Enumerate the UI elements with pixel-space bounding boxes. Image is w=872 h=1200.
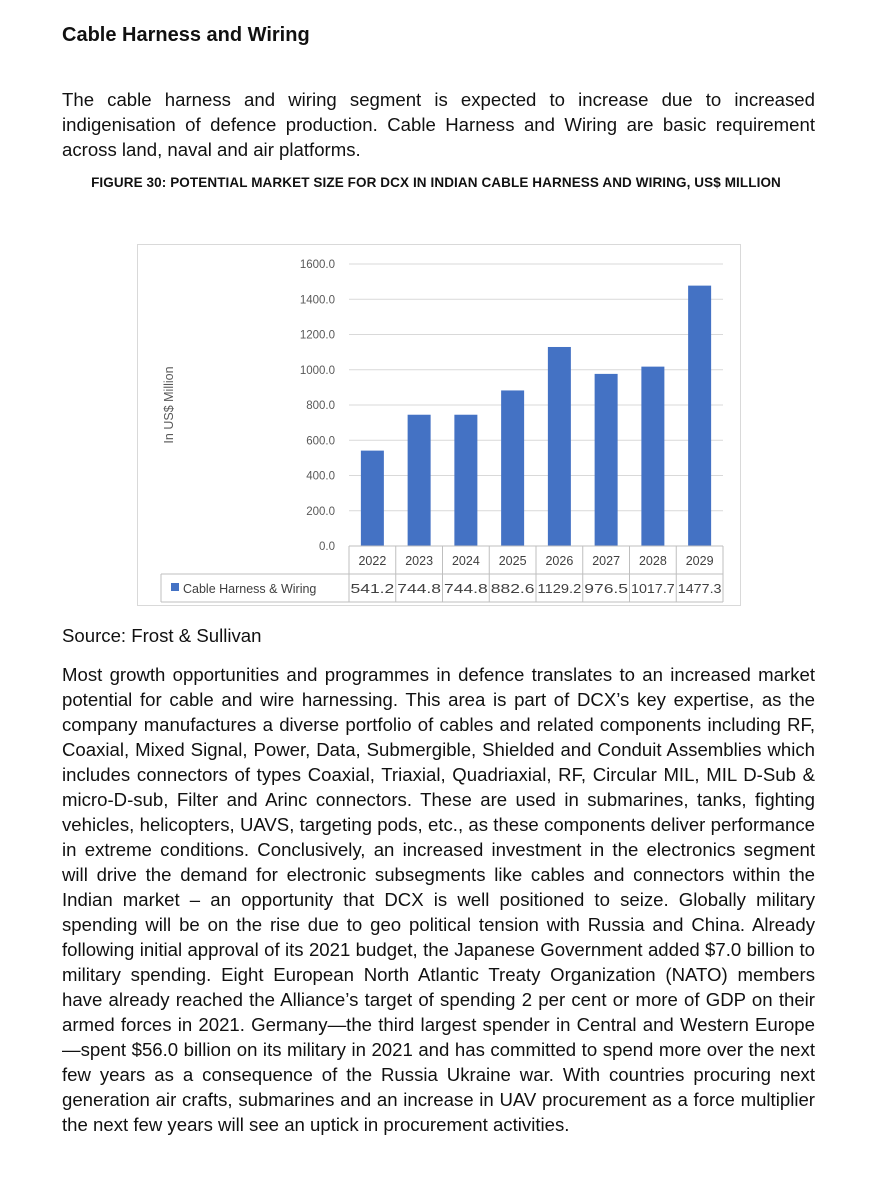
source-note: Source: Frost & Sullivan [62, 625, 262, 646]
y-tick-label: 1400.0 [299, 294, 335, 307]
data-label: 1129.2 [537, 582, 582, 596]
intro-paragraph: The cable harness and wiring segment is expected to increase due to increased indigenisation of defence production. Cable Harness and Wiring are basic requirement across land, naval and air platforms. [62, 89, 815, 160]
x-tick-label: 2028 [638, 554, 667, 568]
y-tick-label: 1200.0 [299, 329, 335, 342]
bar-2029 [688, 286, 711, 546]
data-label: 744.8 [397, 582, 442, 596]
bar-2024 [454, 415, 477, 546]
y-tick-label: 400.0 [306, 470, 335, 483]
bar-2028 [641, 367, 664, 546]
x-tick-label: 2027 [592, 554, 621, 568]
y-tick-label: 1000.0 [299, 364, 335, 377]
section-heading: Cable Harness and Wiring [62, 24, 310, 46]
data-label: 1017.7 [631, 582, 675, 596]
y-tick-label: 1600.0 [299, 259, 335, 271]
data-label: 541.2 [350, 582, 395, 596]
x-tick-label: 2022 [358, 554, 387, 568]
x-tick-label: 2026 [545, 554, 574, 568]
market-size-bar-chart [137, 244, 741, 606]
legend-series-name: Cable Harness & Wiring [183, 582, 317, 596]
data-label: 1477.3 [677, 582, 722, 596]
bar-2026 [548, 347, 571, 546]
body-paragraph: Most growth opportunities and programmes in defence translates to an increased market potential for cable and wire harnessing. This area is part of DCX’s key expertise, as the company manufactures a diverse portfolio of cables and related components including RF, Coaxial, Mixed Signal, Power, Data, Submergible, Shielded and Conduit Assemblies which includes connectors of types Coaxial, Triaxial, Quadriaxial, RF, Circular MIL, MIL D-Sub & micro-D-sub, Filter and Arinc connectors. These are used in submarines, tanks, fighting vehicles, helicopters, UAVS, targeting pods, etc., as these components deliver performance in extreme conditions. Conclusively, an increased investment in the electronics segment will drive the demand for electronic subsegments like cables and connectors within the Indian market – an opportunity that DCX is well positioned to seize. Globally military spending will be on the rise due to geo political tension with Russia and China. Already following initial approval of its 2021 budget, the Japanese Government added $7.0 billion to military spending. Eight European North Atlantic Treaty Organization (NATO) members have already reached the Alliance’s target of spending 2 per cent or more of GDP on their armed forces in 2021. Germany—the third largest spender in Central and Western Europe—spent $56.0 billion on its military in 2021 and has committed to spend more over the next few years as a consequence of the Russia Ukraine war. With countries procuring next generation air crafts, submarines and an increase in UAV procurement as a force multiplier the next few years will see an uptick in procurement activities. [62, 664, 815, 1135]
x-tick-label: 2029 [685, 554, 714, 568]
bar-2027 [595, 374, 618, 546]
bar-2025 [501, 390, 524, 546]
y-tick-label: 200.0 [306, 505, 335, 518]
y-axis-label: In US$ Million [162, 366, 176, 444]
figure-caption: FIGURE 30: POTENTIAL MARKET SIZE FOR DCX IN INDIAN CABLE HARNESS AND WIRING, US$ MILLION [91, 175, 781, 190]
data-label: 976.5 [584, 582, 629, 596]
x-tick-label: 2023 [405, 554, 434, 568]
y-tick-label: 800.0 [306, 400, 335, 412]
bar-2023 [408, 415, 431, 546]
y-tick-label: 0.0 [319, 541, 335, 553]
x-tick-label: 2025 [498, 554, 527, 568]
x-tick-label: 2024 [451, 554, 480, 568]
legend-swatch [171, 583, 179, 591]
bar-2022 [361, 451, 384, 546]
y-tick-label: 600.0 [306, 435, 335, 448]
data-label: 744.8 [444, 582, 488, 596]
data-label: 882.6 [490, 582, 535, 596]
